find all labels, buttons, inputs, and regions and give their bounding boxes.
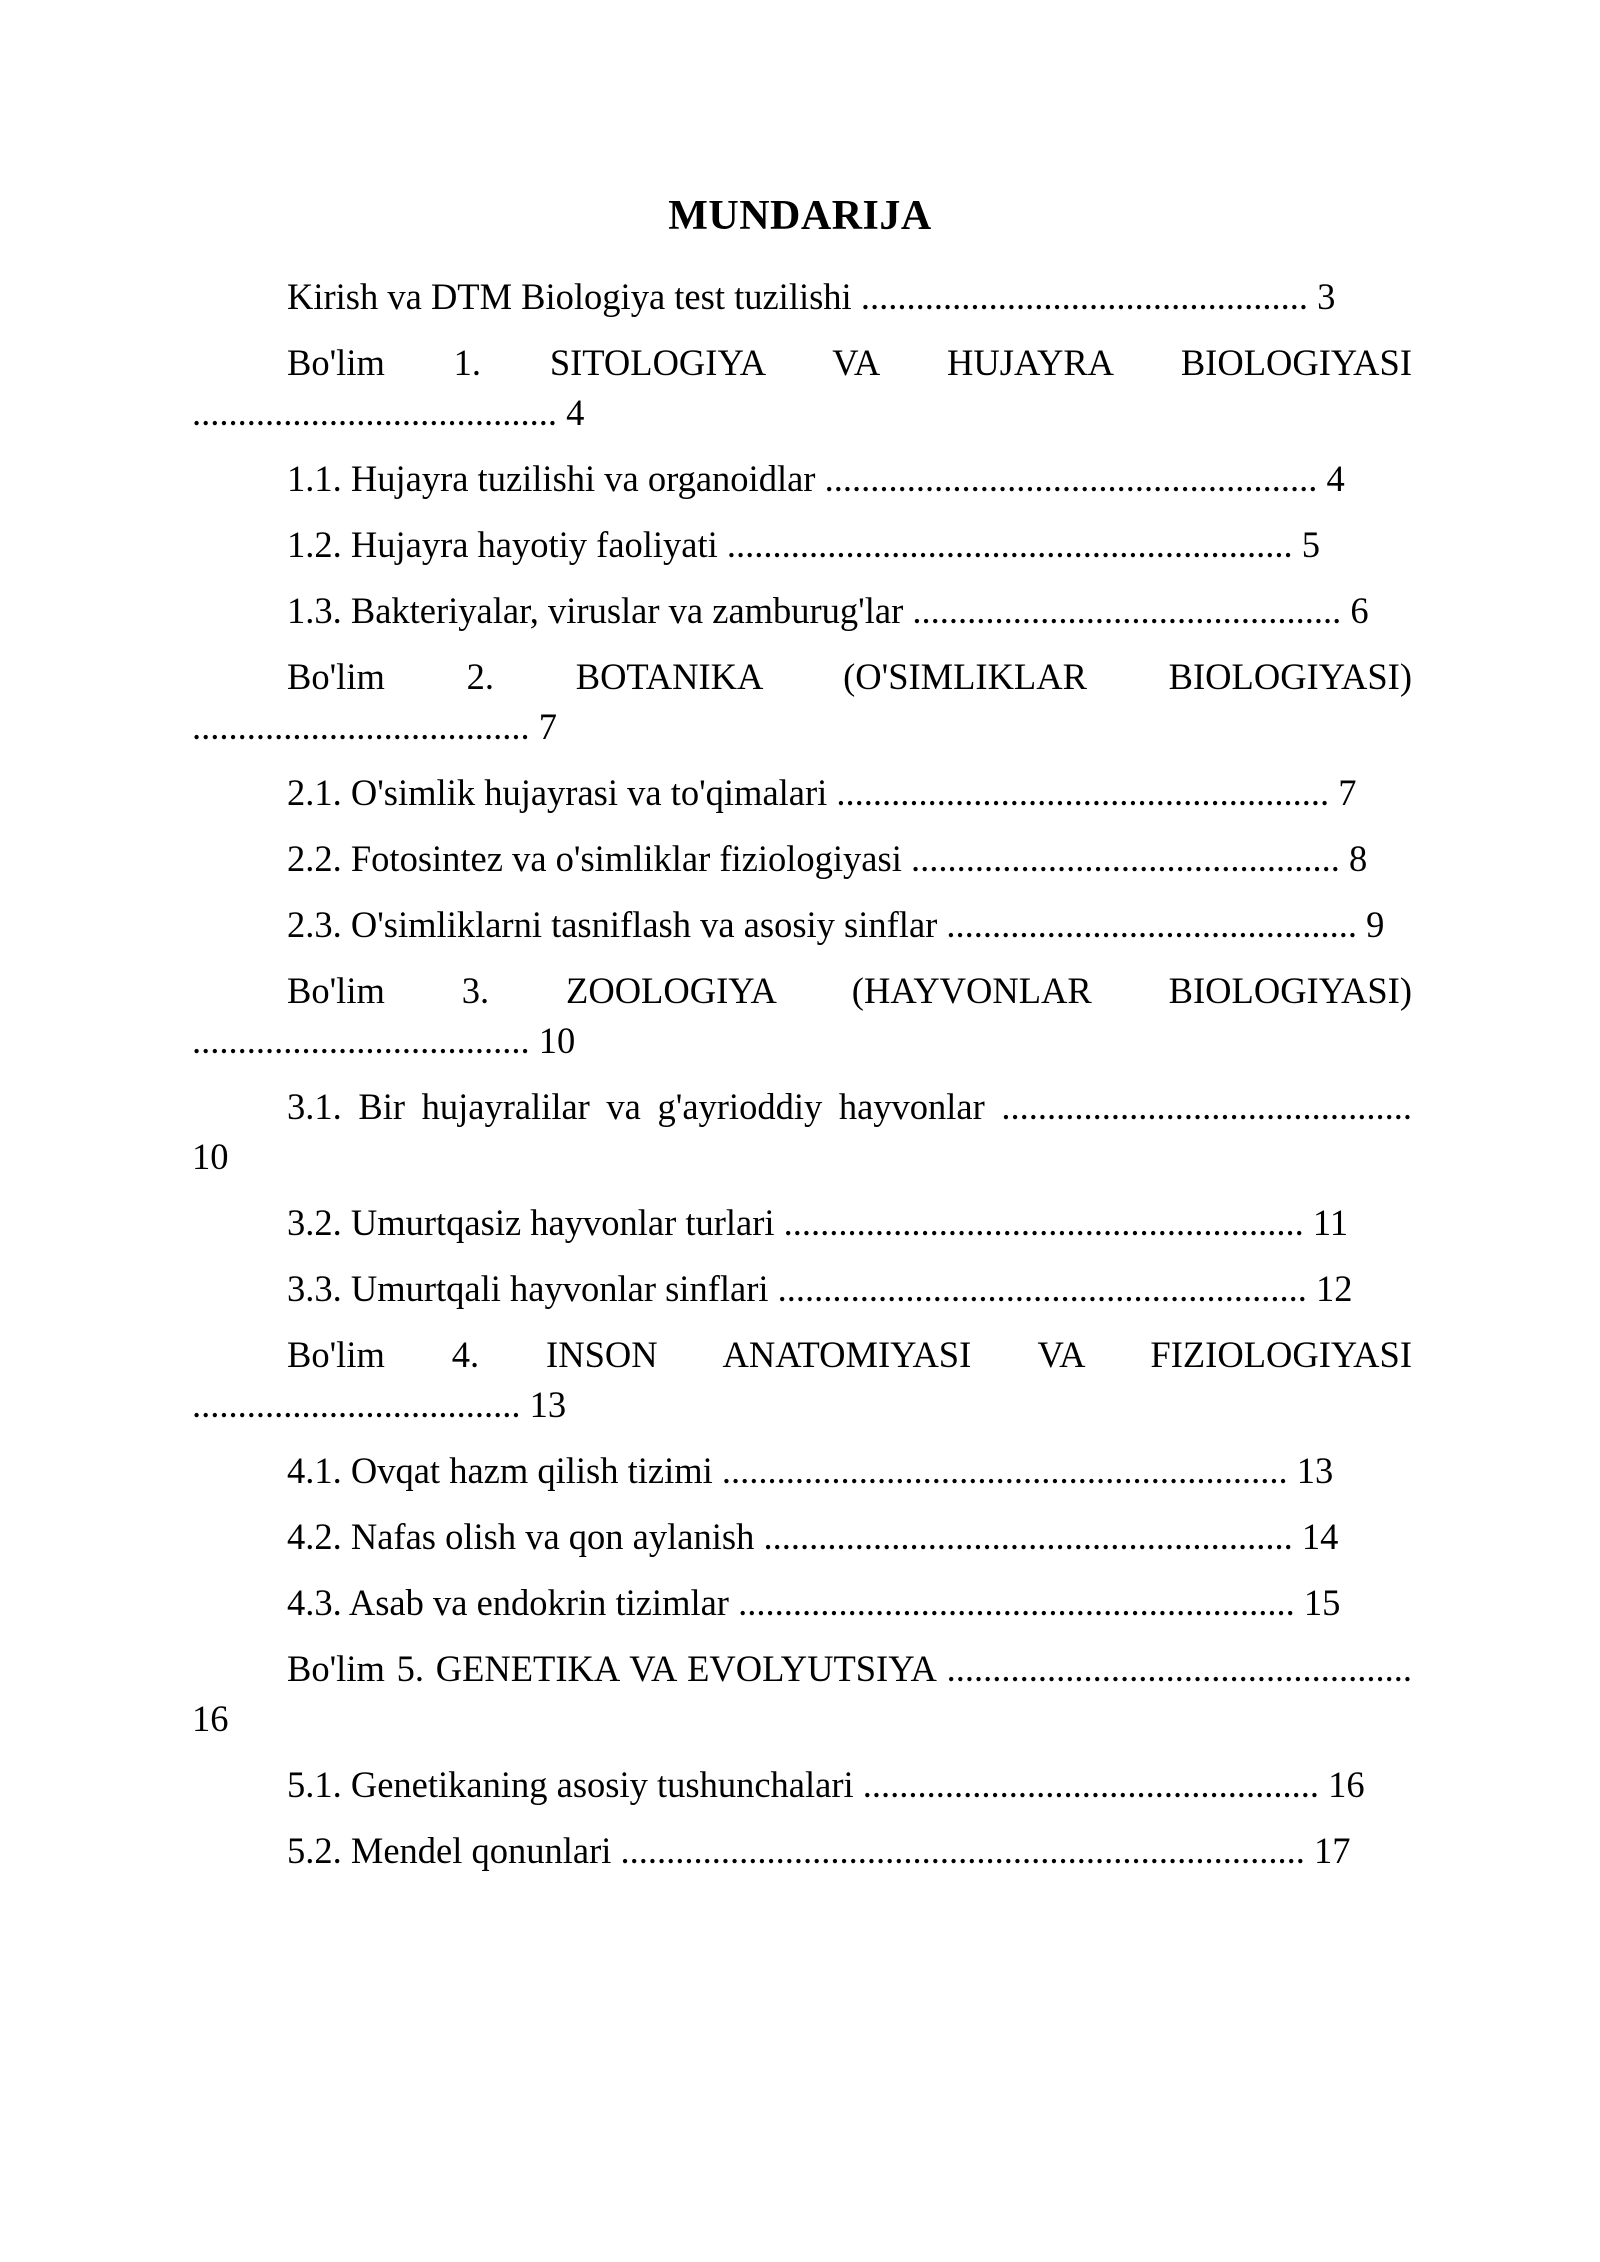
toc-entry-introduction: Kirish va DTM Biologiya test tuzilishi ................................................. 3 bbox=[287, 276, 1336, 317]
toc-entry-3-1: 3.1. Bir hujayralilar va g'ayrioddiy hayvonlar ............................................. 10 bbox=[192, 1086, 1412, 1177]
toc-entry-4-1: 4.1. Ovqat hazm qilish tizimi .............................................................. 13 bbox=[287, 1450, 1334, 1491]
toc-entry-section-4: Bo'lim 4. INSON ANATOMIYASI VA FIZIOLOGIYASI .................................... 13 bbox=[192, 1334, 1412, 1425]
toc-entry-2-1: 2.1. O'simlik hujayrasi va to'qimalari ...................................................... 7 bbox=[287, 772, 1357, 813]
toc-entry-section-3: Bo'lim 3. ZOOLOGIYA (HAYVONLAR BIOLOGIYASI) ..................................... 10 bbox=[192, 970, 1412, 1061]
toc-entry-5-1: 5.1. Genetikaning asosiy tushunchalari .................................................. 16 bbox=[287, 1764, 1365, 1805]
toc-entry-1-1: 1.1. Hujayra tuzilishi va organoidlar ...................................................... 4 bbox=[287, 458, 1345, 499]
toc-entry-2-3: 2.3. O'simliklarni tasniflash va asosiy sinflar ............................................. 9 bbox=[287, 904, 1385, 945]
toc-entry-section-1: Bo'lim 1. SITOLOGIYA VA HUJAYRA BIOLOGIYASI ........................................ 4 bbox=[192, 342, 1412, 433]
toc-entry-3-3: 3.3. Umurtqali hayvonlar sinflari .......................................................... 12 bbox=[287, 1268, 1353, 1309]
page-title: MUNDARIJA bbox=[668, 193, 932, 239]
toc-entry-1-3: 1.3. Bakteriyalar, viruslar va zamburug'lar ............................................... 6 bbox=[287, 590, 1369, 631]
toc-entry-section-2: Bo'lim 2. BOTANIKA (O'SIMLIKLAR BIOLOGIYASI) ..................................... 7 bbox=[192, 656, 1412, 747]
toc-entry-4-2: 4.2. Nafas olish va qon aylanish .......................................................... 14 bbox=[287, 1516, 1339, 1557]
toc-entry-section-5: Bo'lim 5. GENETIKA VA EVOLYUTSIYA ................................................... 16 bbox=[192, 1648, 1412, 1739]
toc-entry-3-2: 3.2. Umurtqasiz hayvonlar turlari ......................................................... 11 bbox=[287, 1202, 1349, 1243]
toc-entry-5-2: 5.2. Mendel qonunlari ........................................................................... 17 bbox=[287, 1830, 1351, 1871]
toc-entry-1-2: 1.2. Hujayra hayotiy faoliyati .............................................................. 5 bbox=[287, 524, 1321, 565]
toc-entry-4-3: 4.3. Asab va endokrin tizimlar ............................................................. 15 bbox=[287, 1582, 1341, 1623]
table-of-contents bbox=[192, 272, 1412, 1892]
toc-entry-2-2: 2.2. Fotosintez va o'simliklar fiziologiyasi ............................................... 8 bbox=[287, 838, 1368, 879]
